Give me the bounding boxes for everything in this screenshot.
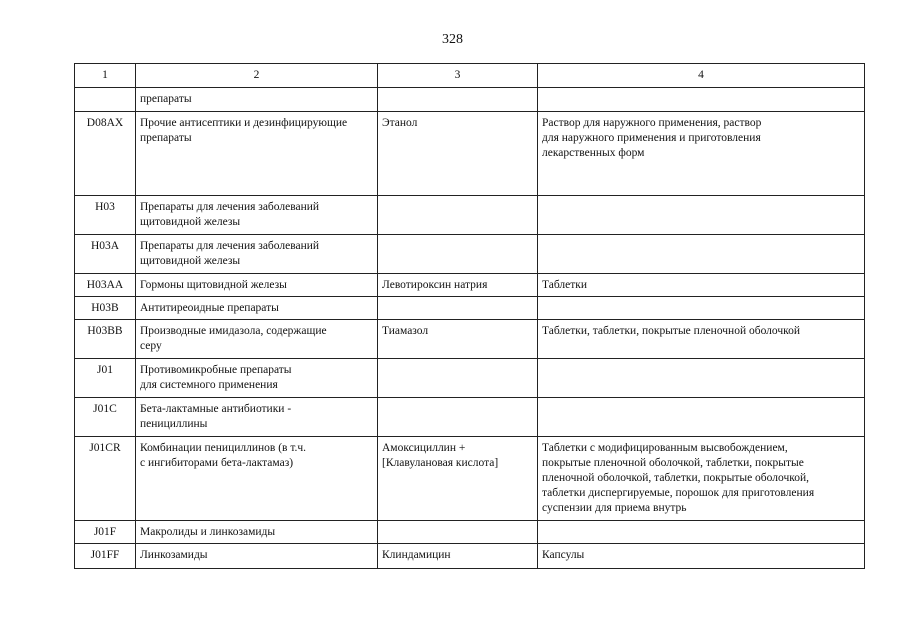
table-row [75, 437, 865, 521]
group-cell: Макролиды и линкозамиды [136, 521, 378, 544]
header-row [75, 64, 865, 88]
dosage-form-cell [538, 88, 865, 112]
atc-code-cell: H03A [75, 235, 136, 274]
group-cell: Линкозамиды [136, 544, 378, 569]
header-col-3: 3 [378, 64, 538, 88]
drug-name-cell: Клиндамицин [378, 544, 538, 569]
drug-name-cell [378, 88, 538, 112]
drug-name-cell: Левотироксин натрия [378, 274, 538, 297]
dosage-form-cell [538, 521, 865, 544]
dosage-form-cell: Таблетки с модифицированным высвобождением, покрытые пленочной оболочкой, таблетки, покрытые пленочной оболочкой, таблетки, покрытые оболочкой, таблетки диспергируемые, порошок для приготовления суспензии для приема внутрь [538, 437, 865, 521]
table-row [75, 297, 865, 320]
table-row [75, 521, 865, 544]
dosage-form-cell [538, 235, 865, 274]
drug-name-cell [378, 359, 538, 398]
group-cell: Гормоны щитовидной железы [136, 274, 378, 297]
group-cell: Прочие антисептики и дезинфицирующие препараты [136, 112, 378, 196]
group-cell: Препараты для лечения заболеваний щитовидной железы [136, 235, 378, 274]
table-row [75, 544, 865, 569]
table-row [75, 112, 865, 196]
atc-code-cell: J01C [75, 398, 136, 437]
drug-name-cell [378, 235, 538, 274]
page-number: 328 [442, 32, 463, 47]
drug-name-cell [378, 196, 538, 235]
group-cell: Комбинации пенициллинов (в т.ч. с ингибиторами бета-лактамаз) [136, 437, 378, 521]
atc-code-cell: J01 [75, 359, 136, 398]
dosage-form-cell: Таблетки [538, 274, 865, 297]
table-row [75, 196, 865, 235]
dosage-form-cell: Капсулы [538, 544, 865, 569]
drug-name-cell: Этанол [378, 112, 538, 196]
dosage-form-cell [538, 297, 865, 320]
table-row [75, 235, 865, 274]
group-cell: Бета-лактамные антибиотики - пенициллины [136, 398, 378, 437]
header-col-1: 1 [75, 64, 136, 88]
atc-code-cell: J01FF [75, 544, 136, 569]
atc-code-cell: H03AA [75, 274, 136, 297]
atc-code-cell: H03 [75, 196, 136, 235]
group-cell: Производные имидазола, содержащие серу [136, 320, 378, 359]
atc-code-cell: D08AX [75, 112, 136, 196]
table-row [75, 359, 865, 398]
table-row [75, 88, 865, 112]
table-row [75, 274, 865, 297]
drug-name-cell: Тиамазол [378, 320, 538, 359]
drug-name-cell [378, 297, 538, 320]
header-col-2: 2 [136, 64, 378, 88]
table-row [75, 398, 865, 437]
header-col-4: 4 [538, 64, 865, 88]
atc-code-cell [75, 88, 136, 112]
drug-name-cell [378, 398, 538, 437]
group-cell: препараты [136, 88, 378, 112]
atc-code-cell: J01F [75, 521, 136, 544]
dosage-form-cell [538, 196, 865, 235]
atc-code-cell: J01CR [75, 437, 136, 521]
atc-code-cell: H03BB [75, 320, 136, 359]
group-cell: Противомикробные препараты для системного применения [136, 359, 378, 398]
dosage-form-cell: Раствор для наружного применения, раствор для наружного применения и приготовления лекарственных форм [538, 112, 865, 196]
dosage-form-cell [538, 359, 865, 398]
table-row [75, 320, 865, 359]
dosage-form-cell [538, 398, 865, 437]
group-cell: Препараты для лечения заболеваний щитовидной железы [136, 196, 378, 235]
dosage-form-cell: Таблетки, таблетки, покрытые пленочной оболочкой [538, 320, 865, 359]
drug-name-cell [378, 521, 538, 544]
atc-code-cell: H03B [75, 297, 136, 320]
group-cell: Антитиреоидные препараты [136, 297, 378, 320]
drug-table [74, 63, 865, 569]
drug-name-cell: Амоксициллин + [Клавулановая кислота] [378, 437, 538, 521]
